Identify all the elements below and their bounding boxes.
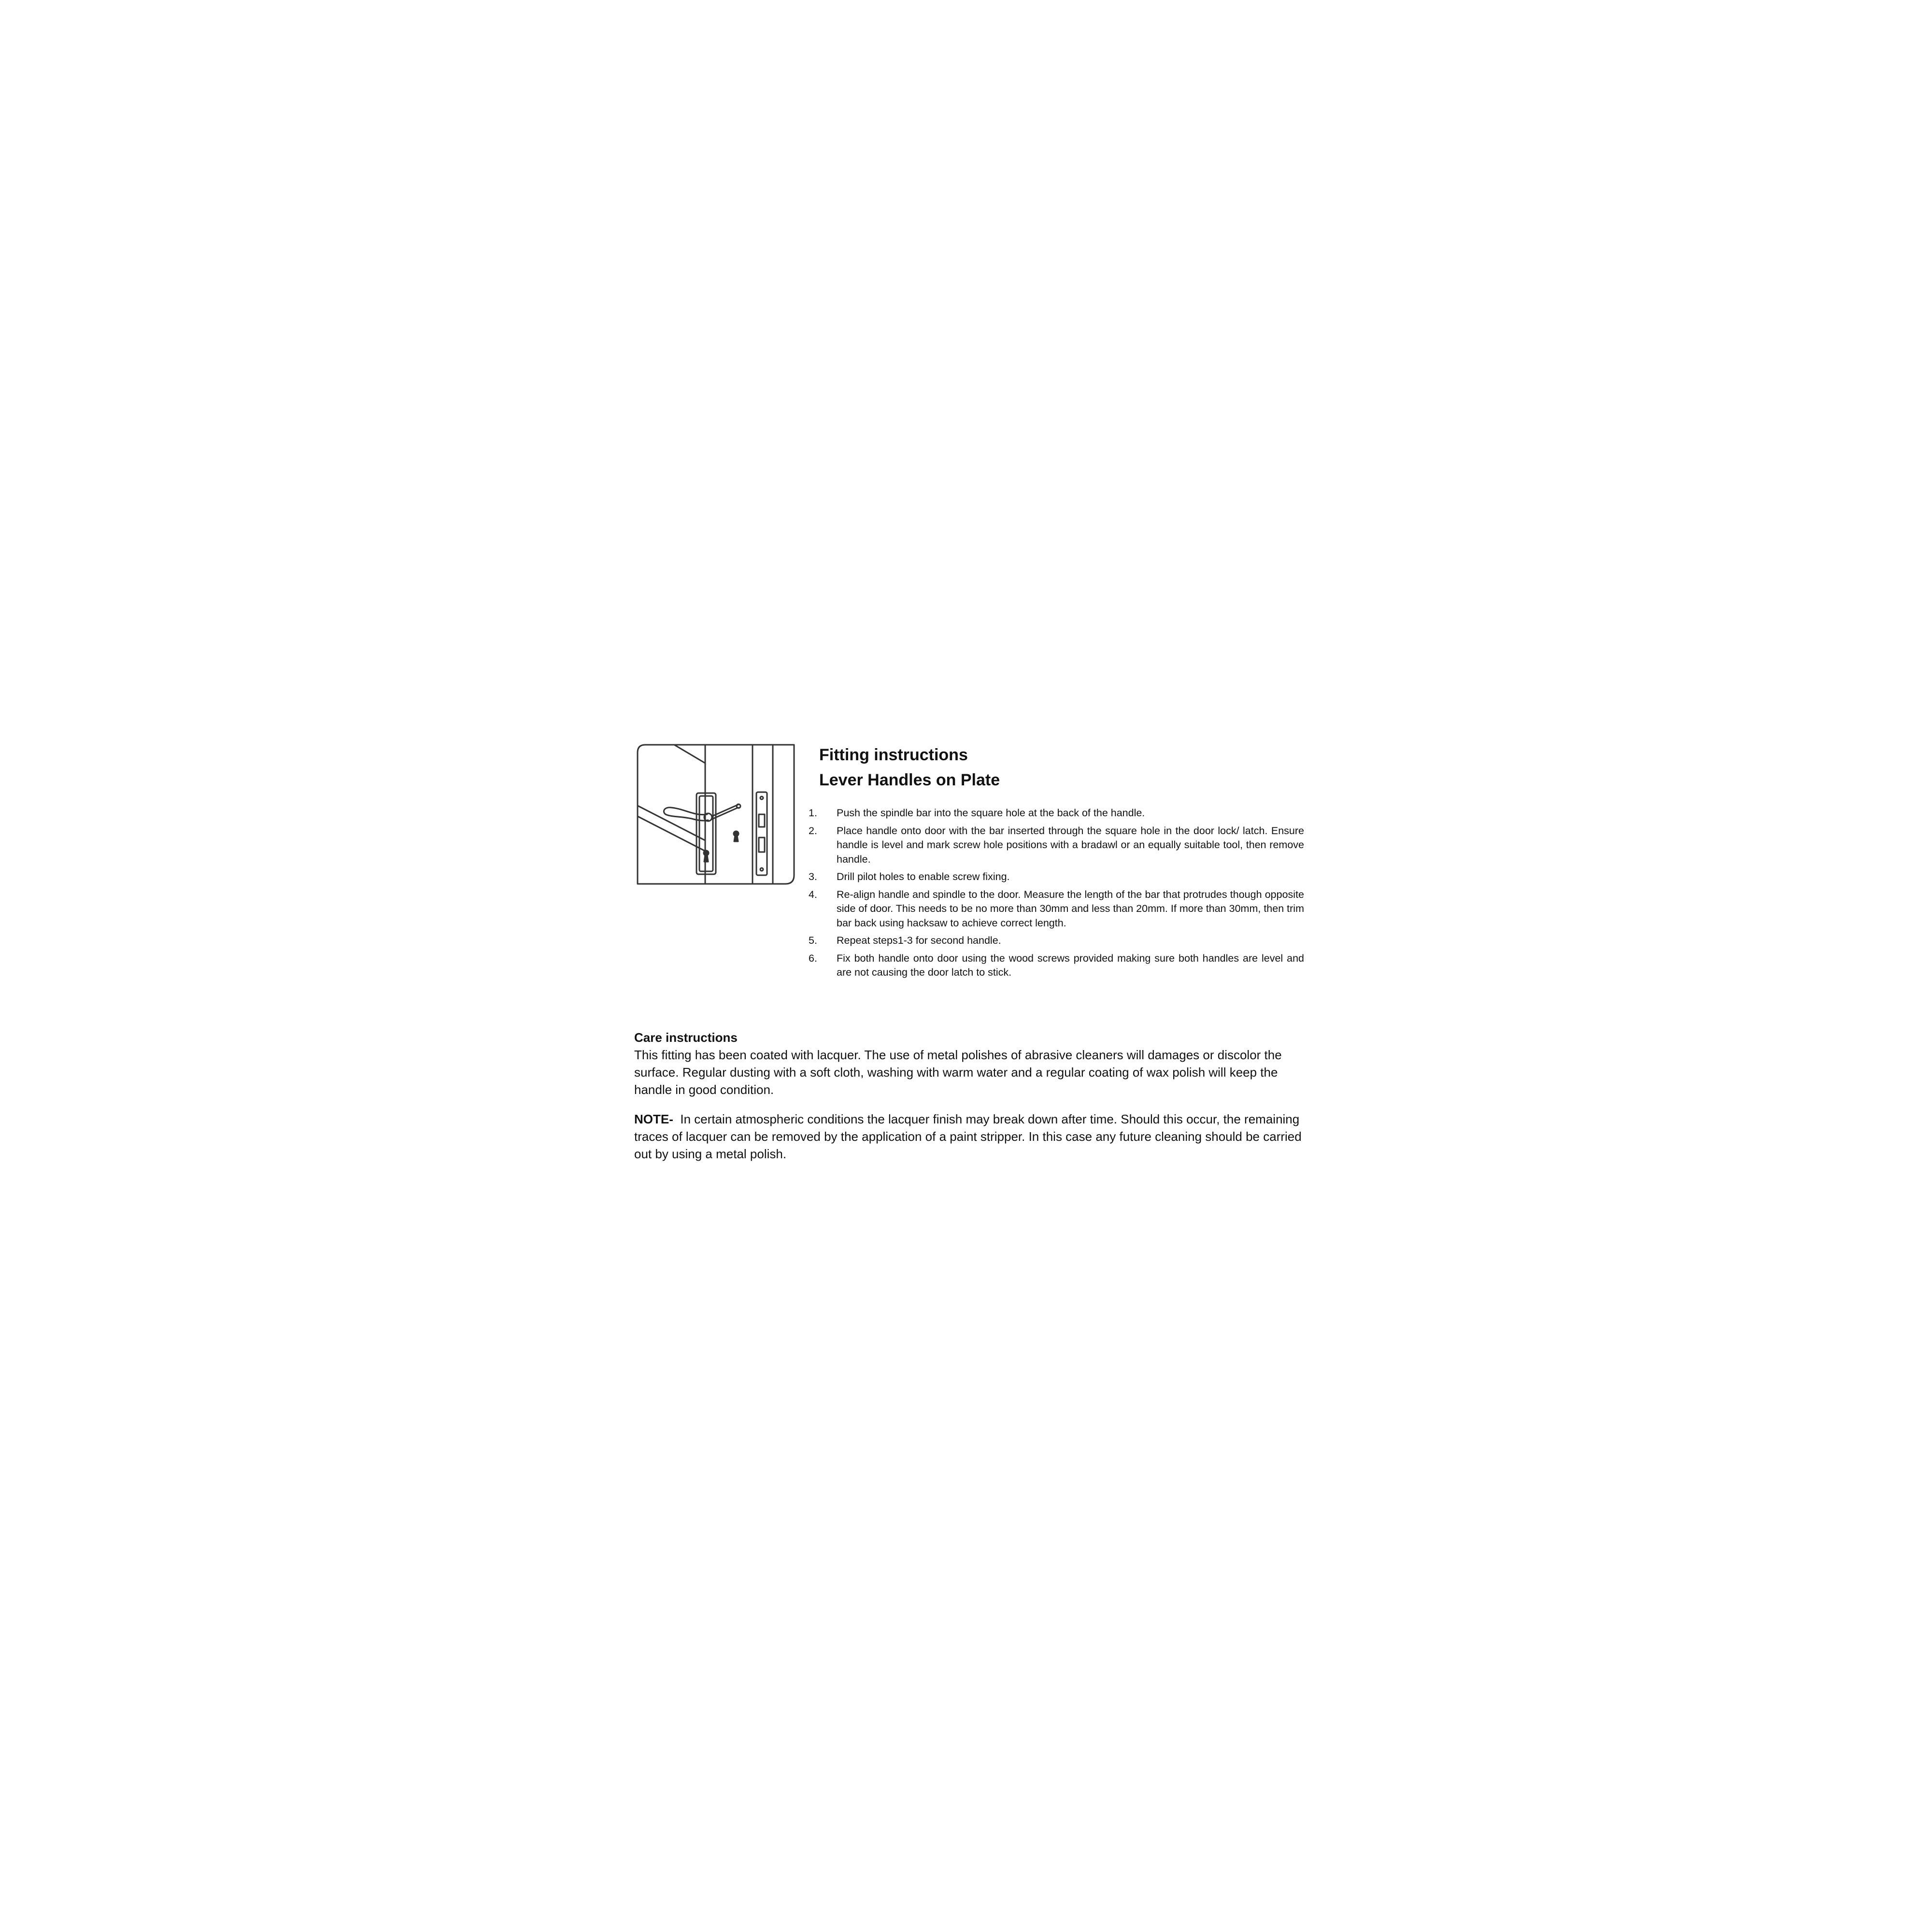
care-body: This fitting has been coated with lacquer. The use of metal polishes of abrasive cleaners will damages or discolor the surface. Regular dusting with a soft cloth, washing with warm water and a regular coating of wax polish will keep the handle in good condition. bbox=[634, 1048, 1282, 1097]
list-item bbox=[809, 824, 1304, 867]
step-text: Re-align handle and spindle to the door. Measure the length of the bar that protrudes though opposite side of door. This needs to be no more than 30mm and less than 20mm. If more than 30mm, then trim bar back using hacksaw to achieve correct length. bbox=[837, 888, 1304, 929]
step-number: 1. bbox=[809, 807, 817, 819]
list-item bbox=[809, 870, 1304, 884]
step-number: 3. bbox=[809, 871, 817, 882]
note-text: In certain atmospheric conditions the lacquer finish may break down after time. Should this occur, the remaining traces of lacquer can be removed by the application of a paint stripper. In this case any future cleaning should be carried out by using a metal polish. bbox=[634, 1112, 1302, 1161]
note-section bbox=[634, 1110, 1308, 1163]
list-item bbox=[809, 806, 1304, 821]
fitting-steps-list bbox=[809, 806, 1304, 983]
note-label: NOTE- bbox=[634, 1112, 673, 1126]
care-instructions-section bbox=[634, 1029, 1308, 1098]
step-text: Fix both handle onto door using the wood screws provided making sure both handles are level and are not causing the door latch to stick. bbox=[837, 952, 1304, 978]
step-number: 2. bbox=[809, 824, 817, 837]
door-handle-drawing bbox=[637, 744, 795, 885]
page-title: Fitting instructions bbox=[819, 746, 968, 764]
step-text: Repeat steps1-3 for second handle. bbox=[837, 935, 1001, 946]
step-number: 4. bbox=[809, 888, 817, 900]
step-text: Push the spindle bar into the square hole at the back of the handle. bbox=[837, 807, 1145, 819]
care-heading: Care instructions bbox=[634, 1030, 738, 1045]
title-block bbox=[819, 742, 1000, 793]
page-subtitle: Lever Handles on Plate bbox=[819, 771, 1000, 789]
step-text: Place handle onto door with the bar inserted through the square hole in the door lock/ latch. Ensure handle is level and mark screw hole positions with a bradawl or an equally suitable tool, then remove handle. bbox=[837, 824, 1304, 865]
step-text: Drill pilot holes to enable screw fixing. bbox=[837, 871, 1010, 882]
list-item bbox=[809, 934, 1304, 948]
list-item bbox=[809, 888, 1304, 931]
door-handle-illustration bbox=[637, 744, 795, 885]
list-item bbox=[809, 952, 1304, 980]
step-number: 5. bbox=[809, 935, 817, 946]
step-number: 6. bbox=[809, 952, 817, 964]
